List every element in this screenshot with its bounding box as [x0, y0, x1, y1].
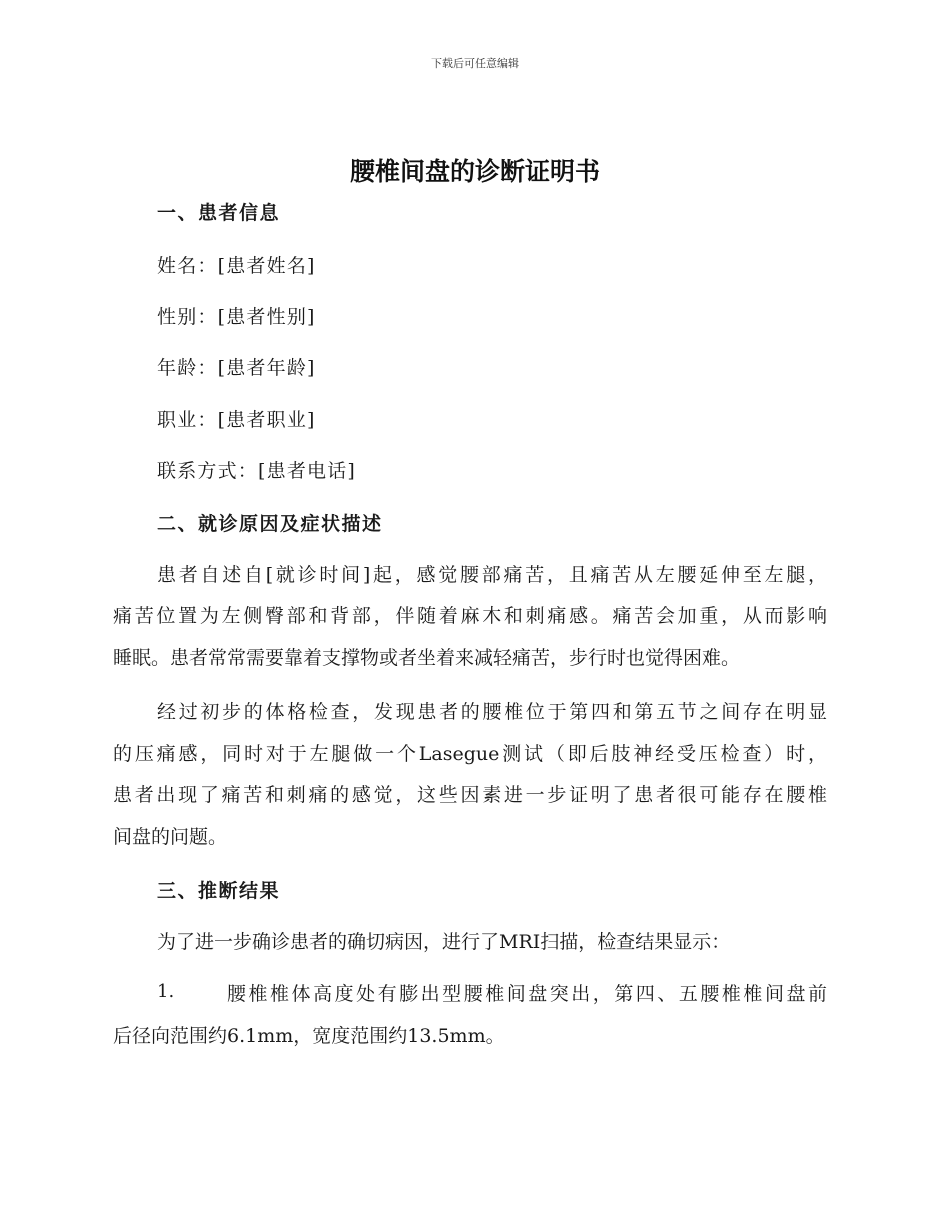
symptom-paragraph-line: 痛苦位置为左侧臀部和背部，伴随着麻木和刺痛感。痛苦会加重，从而影响	[113, 605, 827, 627]
field-occupation: 职业：[患者职业]	[157, 409, 316, 431]
exam-paragraph-line: 间盘的问题。	[113, 826, 228, 848]
exam-paragraph-line: 经过初步的体格检查，发现患者的腰椎位于第四和第五节之间存在明显	[157, 701, 827, 723]
document-title: 腰椎间盘的诊断证明书	[349, 157, 600, 186]
section-heading-patient-info: 一、患者信息	[157, 202, 281, 224]
exam-paragraph-line: 的压痛感，同时对于左腿做一个Lasegue测试（即后肢神经受压检查）时，	[113, 743, 827, 765]
exam-paragraph-line: 患者出现了痛苦和刺痛的感觉，这些因素进一步证明了患者很可能存在腰椎	[113, 784, 827, 806]
symptom-paragraph-line: 睡眠。患者常常需要靠着支撑物或者坐着来减轻痛苦，步行时也觉得困难。	[113, 647, 741, 669]
results-intro: 为了进一步确诊患者的确切病因，进行了MRI扫描，检查结果显示：	[157, 931, 731, 953]
symptom-paragraph-line: 患者自述自[就诊时间]起，感觉腰部痛苦，且痛苦从左腰延伸至左腿，	[157, 564, 827, 586]
field-contact: 联系方式：[患者电话]	[157, 460, 357, 482]
header-note: 下载后可任意编辑	[431, 57, 519, 70]
list-number: 1.	[157, 981, 175, 1002]
field-name: 姓名：[患者姓名]	[157, 255, 316, 277]
field-gender: 性别：[患者性别]	[157, 306, 316, 328]
field-age: 年龄：[患者年龄]	[157, 357, 316, 379]
section-heading-results: 三、推断结果	[157, 880, 281, 902]
list-item-line: 腰椎椎体高度处有膨出型腰椎间盘突出，第四、五腰椎椎间盘前	[227, 983, 827, 1005]
section-heading-symptoms: 二、就诊原因及症状描述	[157, 513, 383, 535]
list-item-line: 后径向范围约6.1mm，宽度范围约13.5mm。	[113, 1025, 505, 1047]
